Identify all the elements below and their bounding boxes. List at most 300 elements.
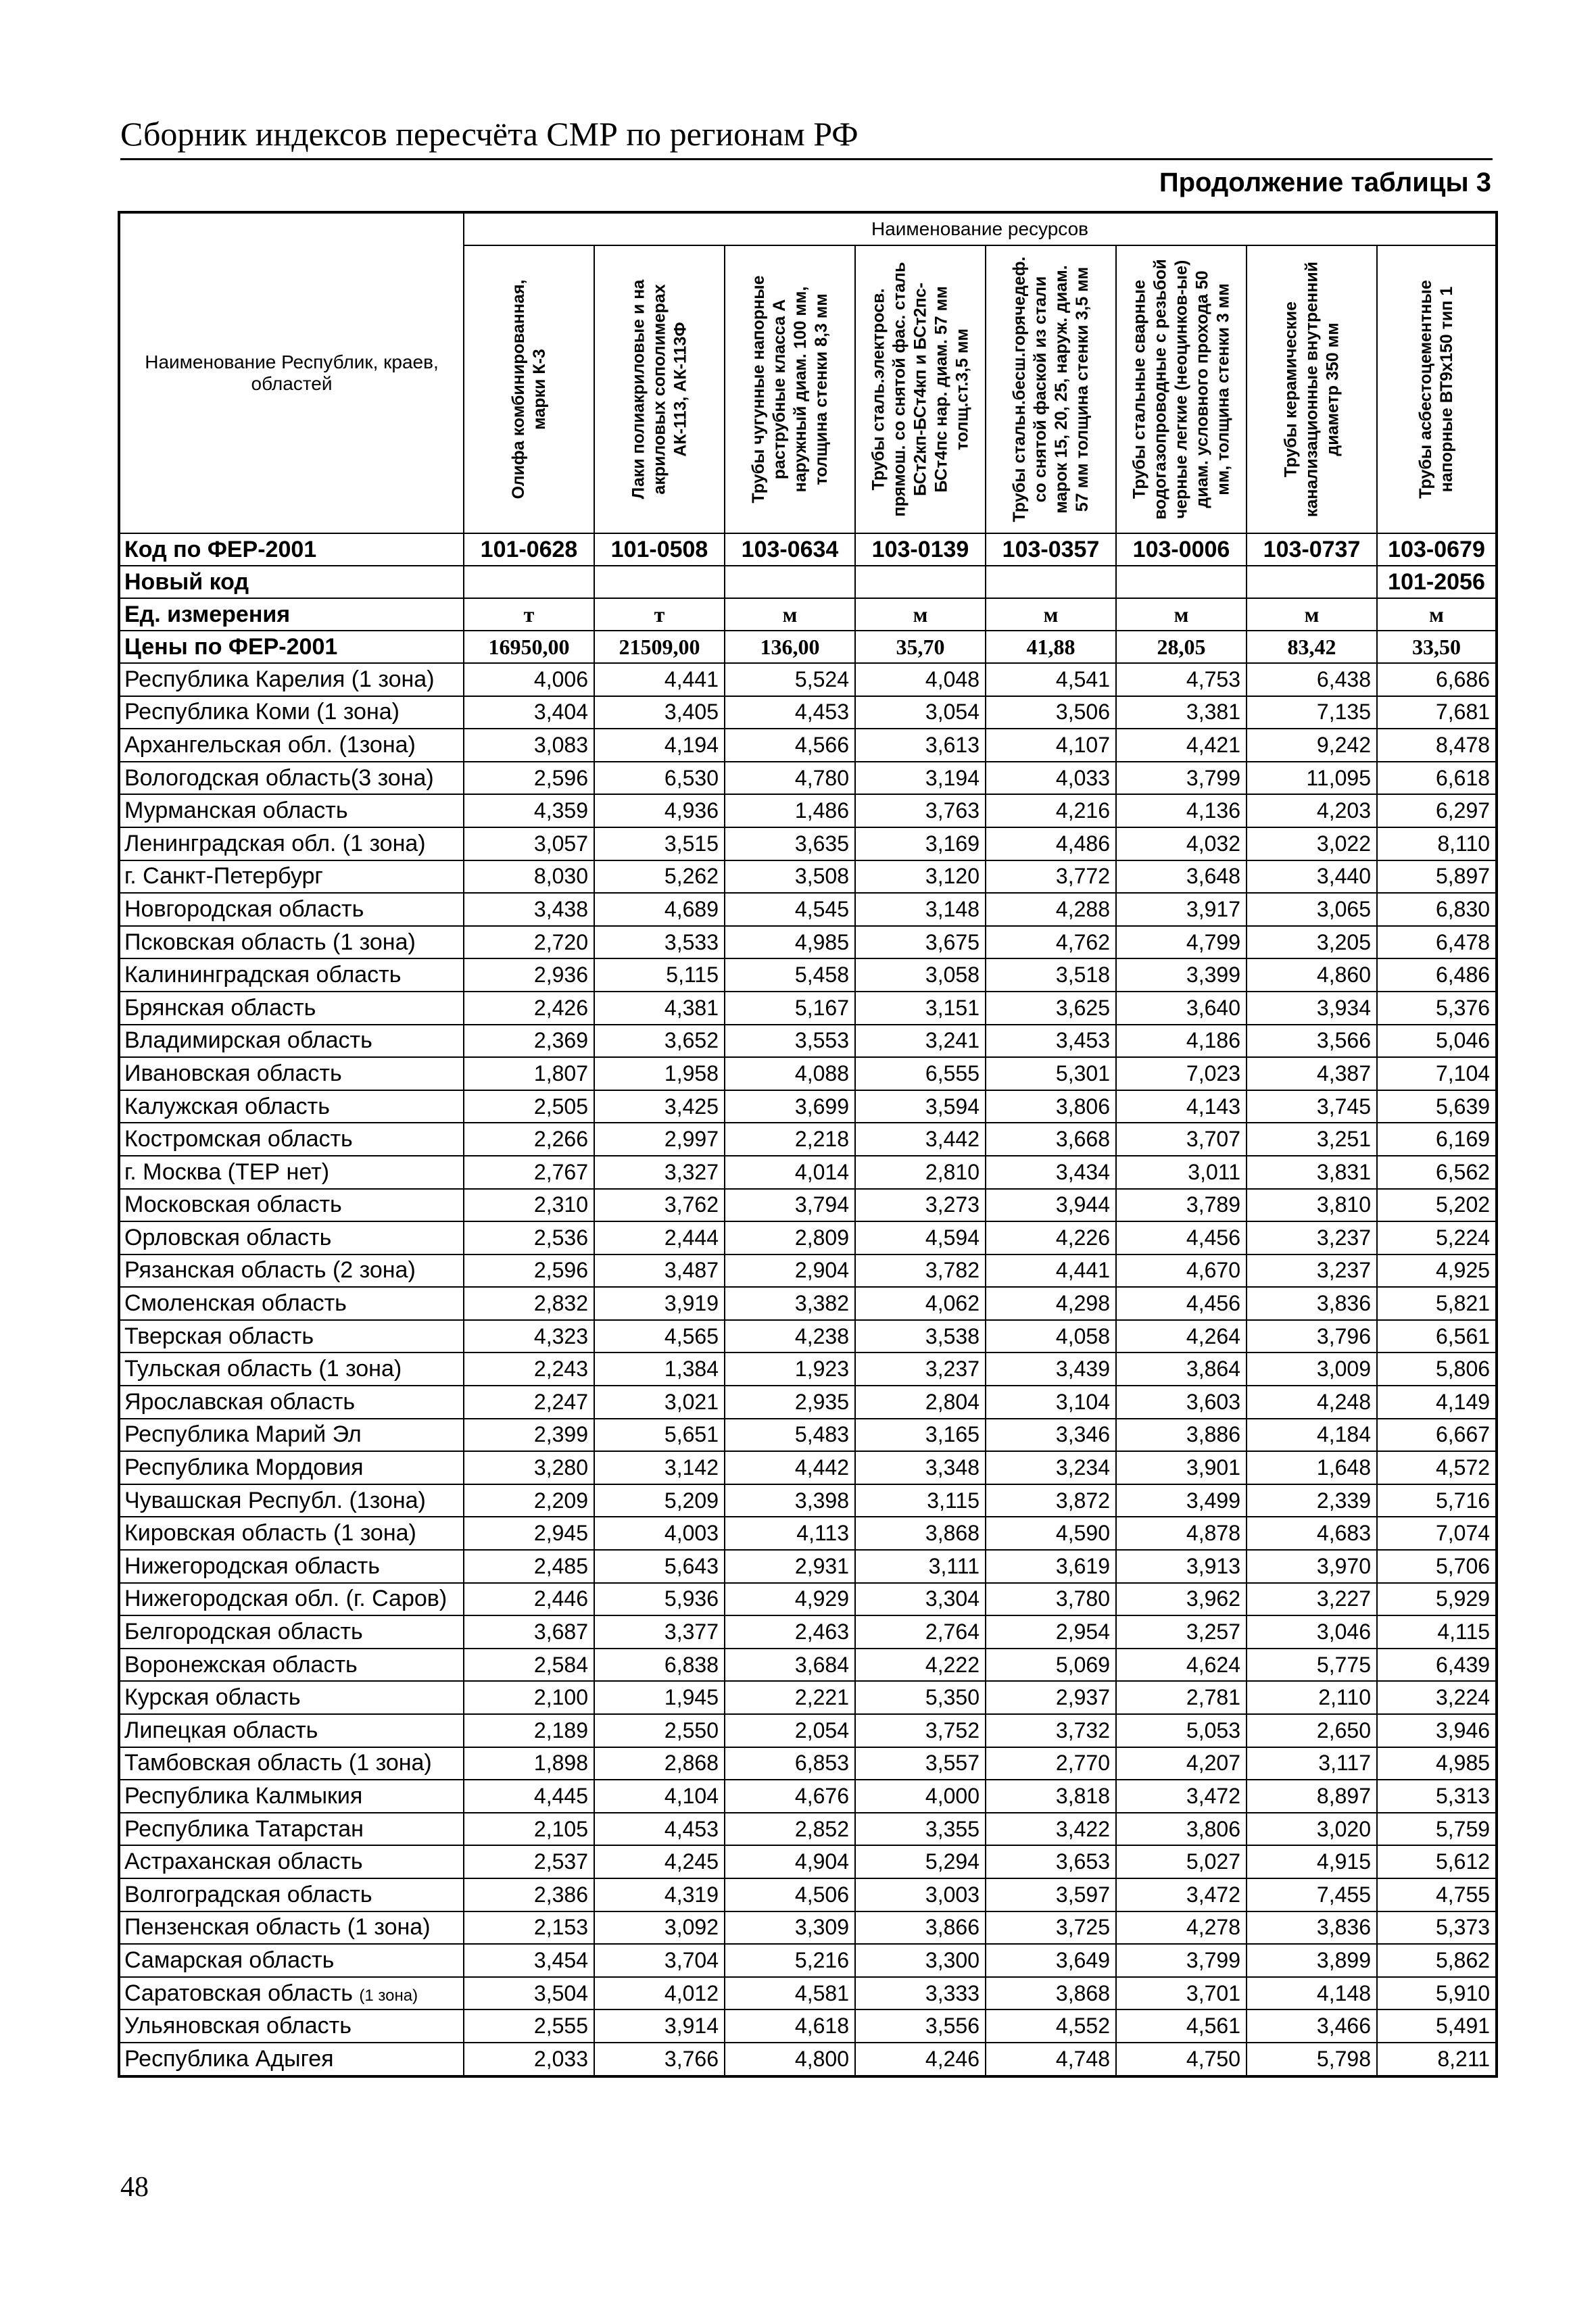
index-value: 5,350	[855, 1681, 986, 1714]
index-value: 4,750	[1116, 2043, 1247, 2076]
index-value: 4,148	[1247, 1977, 1377, 2010]
index-value: 2,033	[464, 2043, 594, 2076]
index-value: 5,759	[1377, 1813, 1497, 1846]
region-name	[119, 958, 464, 992]
index-value: 6,486	[1377, 958, 1497, 992]
region-label: Республика Калмыкия	[124, 1782, 363, 1809]
region-name	[119, 1156, 464, 1189]
region-name	[119, 1451, 464, 1484]
index-value: 3,934	[1247, 992, 1377, 1025]
index-value: 4,245	[594, 1845, 725, 1878]
index-value: 3,148	[855, 893, 986, 926]
resource-header	[1377, 245, 1497, 533]
index-value: 5,209	[594, 1484, 725, 1517]
page-number: 48	[120, 2172, 149, 2203]
index-value: 3,866	[855, 1911, 986, 1945]
region-name	[119, 926, 464, 959]
index-value: 4,985	[1377, 1747, 1497, 1780]
index-value: 7,104	[1377, 1057, 1497, 1090]
index-value: 11,095	[1247, 762, 1377, 795]
region-label: г. Москва (ТЕР нет)	[124, 1159, 330, 1185]
region-label: Вологодская область(3 зона)	[124, 764, 434, 791]
index-value: 5,053	[1116, 1714, 1247, 1747]
index-value: 3,348	[855, 1451, 986, 1484]
index-value: 5,458	[725, 958, 855, 992]
resource-unit: м	[1247, 598, 1377, 631]
region-name	[119, 1221, 464, 1254]
index-value: 5,639	[1377, 1090, 1497, 1123]
index-value: 3,752	[855, 1714, 986, 1747]
index-value: 6,478	[1377, 926, 1497, 959]
resource-header	[855, 245, 986, 533]
index-value: 3,533	[594, 926, 725, 959]
region-label: Псковская область (1 зона)	[124, 929, 416, 955]
table-row	[119, 1878, 1497, 1911]
index-value: 3,065	[1247, 893, 1377, 926]
region-name	[119, 1353, 464, 1386]
region-label: Смоленская область	[124, 1290, 347, 1317]
index-value: 5,216	[725, 1944, 855, 1977]
index-value: 7,681	[1377, 696, 1497, 729]
index-value: 7,074	[1377, 1517, 1497, 1550]
table-row	[119, 893, 1497, 926]
table-row	[119, 1156, 1497, 1189]
region-label: Нижегородская обл. (г. Саров)	[124, 1586, 448, 1612]
region-name	[119, 827, 464, 860]
index-value: 3,333	[855, 1977, 986, 2010]
index-value: 3,763	[855, 794, 986, 827]
region-label: Орловская область	[124, 1224, 332, 1250]
index-value: 6,439	[1377, 1649, 1497, 1682]
resource-new-code: 101-2056	[1377, 566, 1497, 598]
region-name	[119, 1517, 464, 1550]
index-value: 3,237	[855, 1353, 986, 1386]
index-value: 4,936	[594, 794, 725, 827]
index-value: 3,487	[594, 1254, 725, 1288]
index-value: 3,083	[464, 729, 594, 762]
index-value: 2,463	[725, 1615, 855, 1649]
index-value: 2,904	[725, 1254, 855, 1288]
index-value: 4,572	[1377, 1451, 1497, 1484]
index-value: 2,720	[464, 926, 594, 959]
index-value: 3,557	[855, 1747, 986, 1780]
index-value: 3,442	[855, 1123, 986, 1156]
index-value: 3,224	[1377, 1681, 1497, 1714]
resource-code: 101-0508	[594, 533, 725, 566]
resource-new-code	[855, 566, 986, 598]
index-value: 3,377	[594, 1615, 725, 1649]
table-row	[119, 1583, 1497, 1616]
index-value: 4,136	[1116, 794, 1247, 827]
resource-price: 136,00	[725, 631, 855, 663]
index-value: 3,794	[725, 1189, 855, 1222]
index-value: 3,594	[855, 1090, 986, 1123]
index-value: 4,222	[855, 1649, 986, 1682]
index-value: 3,701	[1116, 1977, 1247, 2010]
index-value: 4,381	[594, 992, 725, 1025]
index-value: 2,596	[464, 1254, 594, 1288]
index-value: 4,799	[1116, 926, 1247, 959]
index-value: 3,439	[986, 1353, 1116, 1386]
index-value: 4,618	[725, 2009, 855, 2043]
table-row	[119, 1484, 1497, 1517]
resource-unit: м	[855, 598, 986, 631]
region-label: Республика Карелия (1 зона)	[124, 666, 435, 692]
index-value: 4,062	[855, 1287, 986, 1320]
resource-price: 16950,00	[464, 631, 594, 663]
index-value: 4,359	[464, 794, 594, 827]
index-value: 3,054	[855, 696, 986, 729]
index-value: 2,105	[464, 1813, 594, 1846]
index-value: 3,011	[1116, 1156, 1247, 1189]
index-value: 4,929	[725, 1583, 855, 1616]
index-value: 2,243	[464, 1353, 594, 1386]
index-value: 3,566	[1247, 1025, 1377, 1058]
index-value: 3,404	[464, 696, 594, 729]
index-value: 5,224	[1377, 1221, 1497, 1254]
index-value: 2,937	[986, 1681, 1116, 1714]
table-row	[119, 2009, 1497, 2043]
table-row	[119, 926, 1497, 959]
index-value: 4,264	[1116, 1320, 1247, 1353]
index-value: 3,653	[986, 1845, 1116, 1878]
index-value: 2,153	[464, 1911, 594, 1945]
table-row	[119, 827, 1497, 860]
index-value: 3,508	[725, 860, 855, 894]
index-value: 1,486	[725, 794, 855, 827]
regional-index-table	[118, 211, 1498, 2078]
region-note: (1 зона)	[359, 1986, 418, 2005]
index-value: 5,301	[986, 1057, 1116, 1090]
region-name	[119, 794, 464, 827]
index-value: 3,613	[855, 729, 986, 762]
index-value: 5,936	[594, 1583, 725, 1616]
region-label: Самарская область	[124, 1947, 335, 1973]
index-value: 4,113	[725, 1517, 855, 1550]
table-row	[119, 1845, 1497, 1878]
resource-code: 103-0634	[725, 533, 855, 566]
index-value: 4,048	[855, 663, 986, 696]
region-name	[119, 663, 464, 696]
table-row	[119, 860, 1497, 894]
index-value: 3,142	[594, 1451, 725, 1484]
index-value: 6,297	[1377, 794, 1497, 827]
index-value: 6,530	[594, 762, 725, 795]
region-label: Брянская область	[124, 994, 316, 1021]
table-row	[119, 1714, 1497, 1747]
index-value: 4,590	[986, 1517, 1116, 1550]
resource-header	[594, 245, 725, 533]
index-value: 3,434	[986, 1156, 1116, 1189]
index-value: 2,804	[855, 1386, 986, 1419]
index-value: 6,438	[1247, 663, 1377, 696]
index-value: 6,686	[1377, 663, 1497, 696]
price-row	[119, 631, 1497, 663]
region-label: Астраханская область	[124, 1849, 363, 1875]
table-row	[119, 1320, 1497, 1353]
index-value: 2,310	[464, 1189, 594, 1222]
index-value: 5,643	[594, 1550, 725, 1583]
table-row	[119, 794, 1497, 827]
unit-row-label: Ед. измерения	[119, 598, 464, 631]
region-name	[119, 1615, 464, 1649]
region-label: Костромская область	[124, 1126, 353, 1152]
index-value: 3,635	[725, 827, 855, 860]
index-value: 3,806	[986, 1090, 1116, 1123]
index-value: 3,046	[1247, 1615, 1377, 1649]
index-value: 3,092	[594, 1911, 725, 1945]
region-label: Кировская область (1 зона)	[124, 1520, 416, 1546]
index-value: 5,294	[855, 1845, 986, 1878]
index-value: 4,670	[1116, 1254, 1247, 1288]
region-name	[119, 696, 464, 729]
resource-new-code	[464, 566, 594, 598]
index-value: 2,936	[464, 958, 594, 992]
resource-name: Трубы стальн.бесш.горячедеф. со снятой фаской из стали марок 15, 20, 25, наруж. диам. 57 мм толщина стенки 3,5 мм	[1009, 256, 1092, 522]
region-label: Тверская область	[124, 1323, 314, 1349]
index-value: 4,683	[1247, 1517, 1377, 1550]
index-value: 5,798	[1247, 2043, 1377, 2076]
index-value: 3,518	[986, 958, 1116, 992]
index-value: 3,194	[855, 762, 986, 795]
table-row	[119, 762, 1497, 795]
region-label: Московская область	[124, 1192, 342, 1218]
resource-price: 33,50	[1377, 631, 1497, 663]
region-label: Ивановская область	[124, 1060, 342, 1086]
index-value: 5,027	[1116, 1845, 1247, 1878]
index-value: 3,806	[1116, 1813, 1247, 1846]
index-value: 3,962	[1116, 1583, 1247, 1616]
region-label: Чувашская Республ. (1зона)	[124, 1487, 426, 1513]
index-value: 6,618	[1377, 762, 1497, 795]
resource-price: 83,42	[1247, 631, 1377, 663]
index-value: 4,755	[1377, 1878, 1497, 1911]
index-value: 3,556	[855, 2009, 986, 2043]
index-value: 4,753	[1116, 663, 1247, 696]
resource-name: Олифа комбинированная, марки К-3	[508, 279, 549, 499]
index-value: 3,917	[1116, 893, 1247, 926]
index-value: 2,555	[464, 2009, 594, 2043]
region-name	[119, 1386, 464, 1419]
table-row	[119, 1419, 1497, 1452]
index-value: 4,456	[1116, 1287, 1247, 1320]
region-name	[119, 1484, 464, 1517]
region-name	[119, 1583, 464, 1616]
index-value: 2,426	[464, 992, 594, 1025]
index-value: 4,925	[1377, 1254, 1497, 1288]
index-value: 5,716	[1377, 1484, 1497, 1517]
index-value: 3,381	[1116, 696, 1247, 729]
resource-header	[1116, 245, 1247, 533]
index-value: 4,748	[986, 2043, 1116, 2076]
region-label: Владимирская область	[124, 1027, 372, 1054]
index-value: 3,398	[725, 1484, 855, 1517]
index-value: 5,167	[725, 992, 855, 1025]
resource-name: Трубы асбестоцементные напорные ВТ9х150 тип 1	[1416, 280, 1457, 499]
price-row-label: Цены по ФЕР-2001	[119, 631, 464, 663]
index-value: 6,830	[1377, 893, 1497, 926]
index-value: 2,536	[464, 1221, 594, 1254]
region-label: Пензенская область (1 зона)	[124, 1914, 431, 1941]
index-value: 4,238	[725, 1320, 855, 1353]
resource-header	[725, 245, 855, 533]
region-name	[119, 1911, 464, 1945]
index-value: 9,242	[1247, 729, 1377, 762]
index-value: 3,946	[1377, 1714, 1497, 1747]
code-row-label: Код по ФЕР-2001	[119, 533, 464, 566]
table-row	[119, 1353, 1497, 1386]
index-value: 2,209	[464, 1484, 594, 1517]
resource-header	[1247, 245, 1377, 533]
index-value: 3,913	[1116, 1550, 1247, 1583]
index-value: 2,852	[725, 1813, 855, 1846]
index-value: 2,505	[464, 1090, 594, 1123]
region-label: Калининградская область	[124, 962, 402, 988]
region-label: Нижегородская область	[124, 1553, 380, 1579]
index-value: 3,687	[464, 1615, 594, 1649]
index-value: 3,227	[1247, 1583, 1377, 1616]
index-value: 3,886	[1116, 1419, 1247, 1452]
index-value: 2,247	[464, 1386, 594, 1419]
index-value: 3,707	[1116, 1123, 1247, 1156]
index-value: 8,478	[1377, 729, 1497, 762]
region-label: Тульская область (1 зона)	[124, 1356, 402, 1382]
region-name	[119, 1977, 464, 2010]
index-value: 2,931	[725, 1550, 855, 1583]
index-value: 3,021	[594, 1386, 725, 1419]
index-value: 3,104	[986, 1386, 1116, 1419]
index-value: 2,810	[855, 1156, 986, 1189]
index-value: 5,491	[1377, 2009, 1497, 2043]
table-row	[119, 1221, 1497, 1254]
index-value: 3,382	[725, 1287, 855, 1320]
index-value: 4,453	[594, 1813, 725, 1846]
index-value: 2,537	[464, 1845, 594, 1878]
index-value: 3,684	[725, 1649, 855, 1682]
index-value: 4,441	[986, 1254, 1116, 1288]
index-value: 3,836	[1247, 1911, 1377, 1945]
index-value: 4,058	[986, 1320, 1116, 1353]
index-value: 4,421	[1116, 729, 1247, 762]
resource-name: Трубы стальные сварные водогазопроводные с резьбой черные легкие (неоцинков-ые) диам. условного прохода 50 мм, толщина стенки 3 мм	[1130, 259, 1232, 520]
table-row	[119, 1025, 1497, 1058]
index-value: 1,384	[594, 1353, 725, 1386]
region-name	[119, 1090, 464, 1123]
region-label: Новгородская область	[124, 896, 364, 922]
table-row	[119, 1681, 1497, 1714]
index-value: 1,648	[1247, 1451, 1377, 1484]
index-value: 4,456	[1116, 1221, 1247, 1254]
index-value: 2,399	[464, 1419, 594, 1452]
index-value: 4,216	[986, 794, 1116, 827]
index-value: 4,184	[1247, 1419, 1377, 1452]
index-value: 2,997	[594, 1123, 725, 1156]
index-value: 5,706	[1377, 1550, 1497, 1583]
table-row	[119, 1911, 1497, 1945]
index-value: 5,069	[986, 1649, 1116, 1682]
region-label: Республика Татарстан	[124, 1816, 364, 1842]
region-name	[119, 1254, 464, 1288]
region-label: г. Санкт-Петербург	[124, 863, 323, 890]
index-value: 4,319	[594, 1878, 725, 1911]
table-continuation-label: Продолжение таблицы 3	[1159, 168, 1491, 197]
unit-row	[119, 598, 1497, 631]
index-value: 5,897	[1377, 860, 1497, 894]
index-value: 2,339	[1247, 1484, 1377, 1517]
index-value: 3,355	[855, 1813, 986, 1846]
index-value: 5,376	[1377, 992, 1497, 1025]
index-value: 4,107	[986, 729, 1116, 762]
index-value: 7,455	[1247, 1878, 1377, 1911]
index-value: 5,821	[1377, 1287, 1497, 1320]
index-value: 3,675	[855, 926, 986, 959]
index-value: 3,649	[986, 1944, 1116, 1977]
index-value: 3,864	[1116, 1353, 1247, 1386]
region-label: Калужская область	[124, 1093, 330, 1119]
resource-name: Лаки полиакриловые и на акриловых сополимерах АК-113, АК-113Ф	[629, 279, 690, 499]
region-label: Саратовская область	[124, 1980, 360, 2006]
index-value: 3,454	[464, 1944, 594, 1977]
index-value: 3,799	[1116, 1944, 1247, 1977]
index-value: 2,832	[464, 1287, 594, 1320]
index-value: 7,023	[1116, 1057, 1247, 1090]
index-value: 5,806	[1377, 1353, 1497, 1386]
index-value: 4,441	[594, 663, 725, 696]
index-value: 3,003	[855, 1878, 986, 1911]
index-value: 6,169	[1377, 1123, 1497, 1156]
region-name	[119, 1025, 464, 1058]
index-value: 3,009	[1247, 1353, 1377, 1386]
resource-new-code	[986, 566, 1116, 598]
index-value: 1,958	[594, 1057, 725, 1090]
resource-price: 41,88	[986, 631, 1116, 663]
resource-code: 103-0679	[1377, 533, 1497, 566]
resource-code: 103-0357	[986, 533, 1116, 566]
index-value: 4,088	[725, 1057, 855, 1090]
index-value: 3,810	[1247, 1189, 1377, 1222]
index-value: 3,280	[464, 1451, 594, 1484]
resource-code: 103-0139	[855, 533, 986, 566]
index-value: 5,651	[594, 1419, 725, 1452]
index-value: 4,689	[594, 893, 725, 926]
region-name	[119, 1681, 464, 1714]
index-value: 8,211	[1377, 2043, 1497, 2076]
region-label: Липецкая область	[124, 1717, 318, 1743]
index-value: 4,003	[594, 1517, 725, 1550]
index-value: 2,446	[464, 1583, 594, 1616]
index-value: 3,058	[855, 958, 986, 992]
index-value: 3,668	[986, 1123, 1116, 1156]
resource-unit: м	[1116, 598, 1247, 631]
index-value: 4,226	[986, 1221, 1116, 1254]
index-value: 3,309	[725, 1911, 855, 1945]
table-row	[119, 1813, 1497, 1846]
index-value: 3,237	[1247, 1221, 1377, 1254]
region-name	[119, 762, 464, 795]
index-value: 3,515	[594, 827, 725, 860]
index-value: 2,444	[594, 1221, 725, 1254]
table-row	[119, 1287, 1497, 1320]
region-name	[119, 1813, 464, 1846]
index-value: 3,553	[725, 1025, 855, 1058]
region-label: Курская область	[124, 1684, 301, 1711]
region-label: Республика Коми (1 зона)	[124, 699, 400, 725]
index-value: 3,506	[986, 696, 1116, 729]
index-value: 5,115	[594, 958, 725, 992]
region-label: Республика Адыгея	[124, 2045, 334, 2072]
region-name	[119, 1714, 464, 1747]
index-value: 3,597	[986, 1878, 1116, 1911]
